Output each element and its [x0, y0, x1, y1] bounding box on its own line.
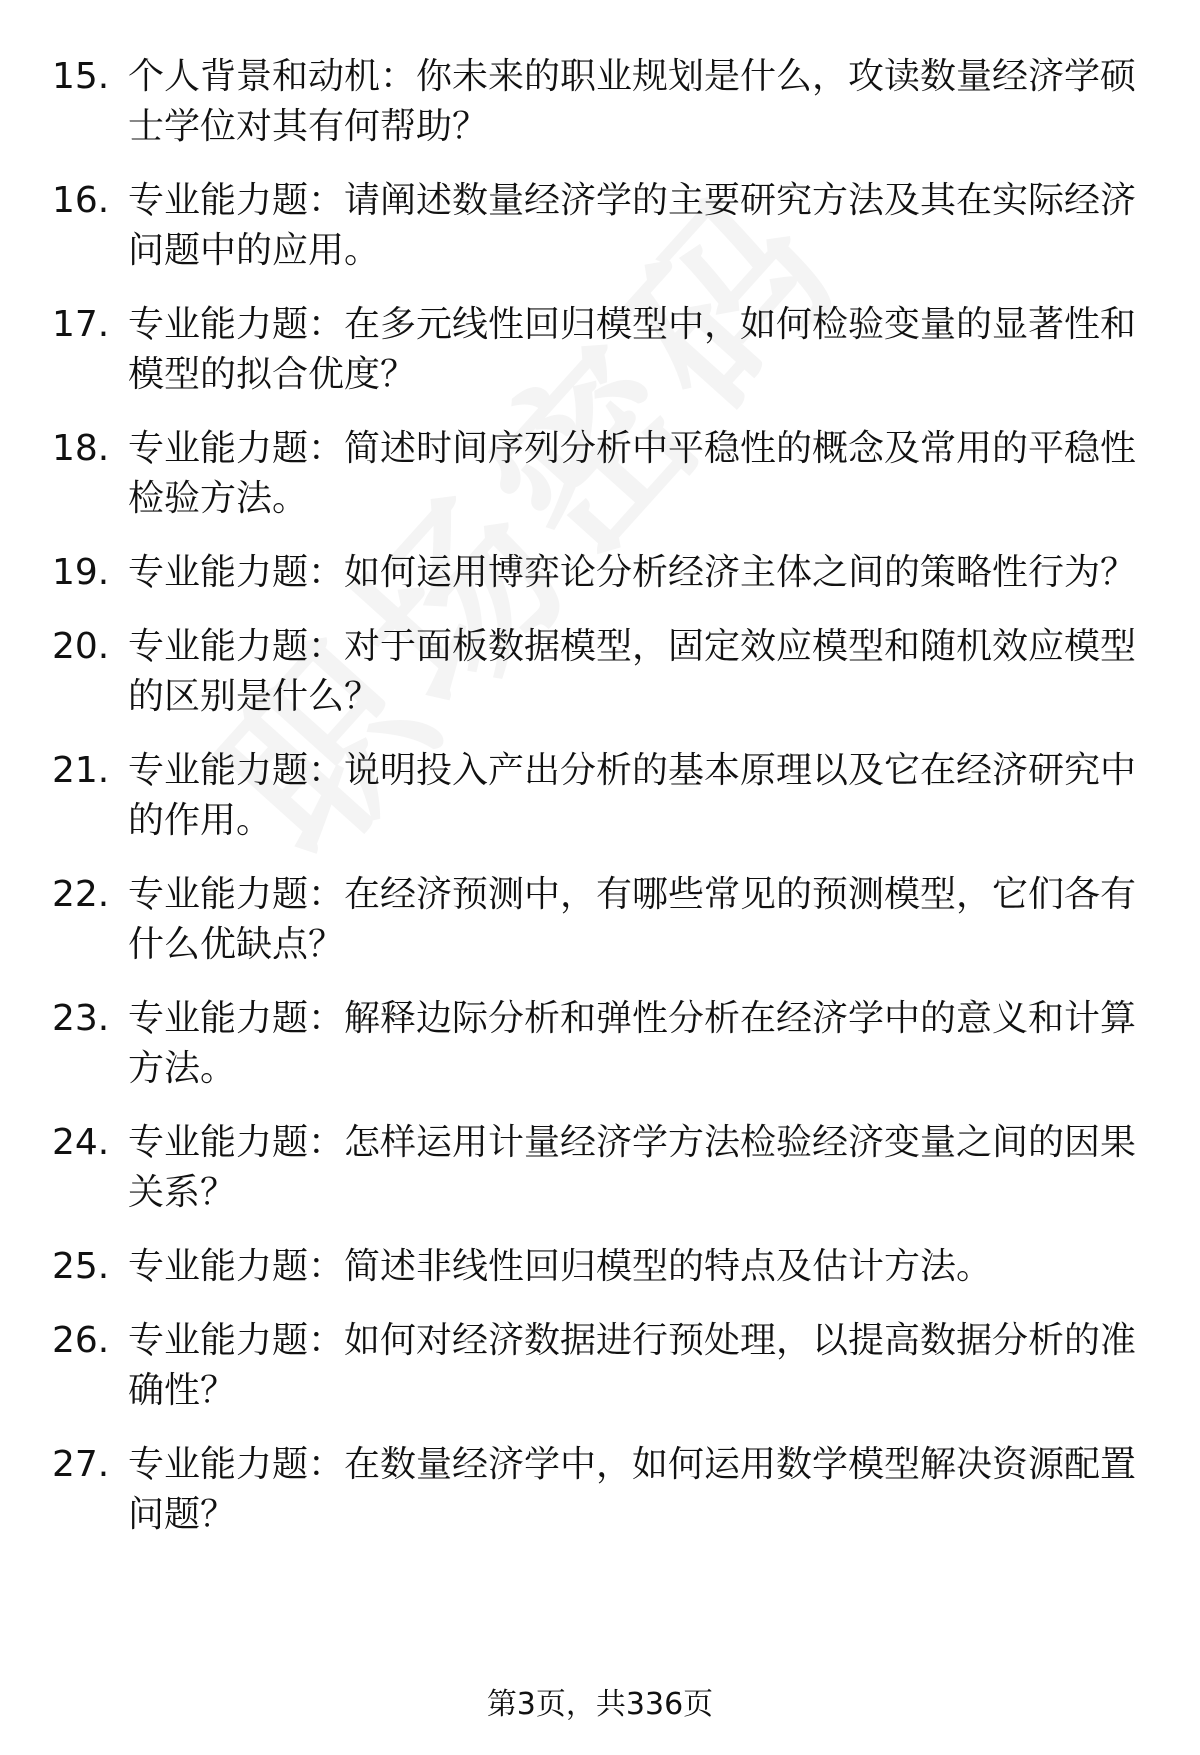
question-item [0, 424, 1200, 524]
question-text: 专业能力题：简述非线性回归模型的特点及估计方法。 [128, 1246, 993, 1287]
question-item [0, 1440, 1200, 1540]
question-number: 15. [52, 56, 110, 97]
question-number: 20. [52, 626, 110, 667]
question-number: 27. [52, 1444, 110, 1485]
question-text: 专业能力题：说明投入产出分析的基本原理以及它在经济研究中的作用。 [128, 750, 1137, 841]
question-text: 专业能力题：怎样运用计量经济学方法检验经济变量之间的因果关系？ [128, 1122, 1137, 1213]
question-item [0, 1118, 1200, 1218]
question-item [0, 548, 1200, 598]
question-item [0, 994, 1200, 1094]
question-number: 26. [52, 1320, 110, 1361]
question-text: 专业能力题：解释边际分析和弹性分析在经济学中的意义和计算方法。 [128, 998, 1137, 1089]
question-number: 24. [52, 1122, 110, 1163]
question-item [0, 1242, 1200, 1292]
question-number: 23. [52, 998, 110, 1039]
question-item [0, 746, 1200, 846]
question-text: 专业能力题：在数量经济学中，如何运用数学模型解决资源配置问题？ [128, 1444, 1137, 1535]
question-list [0, 52, 1200, 1564]
question-number: 17. [52, 304, 110, 345]
question-number: 22. [52, 874, 110, 915]
question-item [0, 300, 1200, 400]
question-number: 16. [52, 180, 110, 221]
question-item [0, 52, 1200, 152]
question-number: 19. [52, 552, 110, 593]
page-footer: 第3页，共336页 [486, 1687, 714, 1722]
question-number: 18. [52, 428, 110, 469]
question-text: 专业能力题：如何对经济数据进行预处理，以提高数据分析的准确性？ [128, 1320, 1137, 1411]
question-item [0, 176, 1200, 276]
question-text: 专业能力题：在多元线性回归模型中，如何检验变量的显著性和模型的拟合优度？ [128, 304, 1137, 395]
question-item [0, 870, 1200, 970]
question-text: 专业能力题：如何运用博弈论分析经济主体之间的策略性行为？ [128, 552, 1137, 593]
question-number: 25. [52, 1246, 110, 1287]
question-item [0, 1316, 1200, 1416]
question-text: 专业能力题：对于面板数据模型，固定效应模型和随机效应模型的区别是什么？ [128, 626, 1137, 717]
question-text: 专业能力题：在经济预测中，有哪些常见的预测模型，它们各有什么优缺点？ [128, 874, 1137, 965]
question-text: 专业能力题：简述时间序列分析中平稳性的概念及常用的平稳性检验方法。 [128, 428, 1137, 519]
question-text: 个人背景和动机：你未来的职业规划是什么，攻读数量经济学硕士学位对其有何帮助？ [128, 56, 1137, 147]
question-text: 专业能力题：请阐述数量经济学的主要研究方法及其在实际经济问题中的应用。 [128, 180, 1137, 271]
question-item [0, 622, 1200, 722]
question-number: 21. [52, 750, 110, 791]
